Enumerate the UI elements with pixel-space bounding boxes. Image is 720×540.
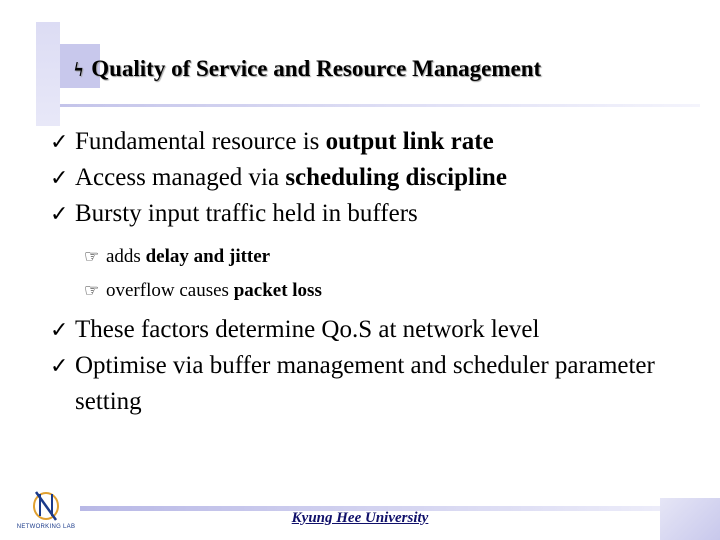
title-underline-bar [60,104,700,107]
bullet-item [50,124,690,160]
bullet-text: Access managed via [75,164,286,191]
bullet-item [50,348,690,420]
checkmark-icon: ✓ [50,317,69,342]
sub-bullet-item [84,240,690,274]
slide-title-text: Quality of Service and Resource Management [91,56,542,81]
sub-bullet-item [84,274,690,308]
checkmark-icon: ✓ [50,201,69,226]
decorative-vertical-bar [36,22,60,126]
slide-title [74,56,541,82]
footer-university: Kyung Hee University [291,510,429,526]
sub-bullet-text: adds [106,246,146,267]
pointing-hand-icon: ☞ [84,281,100,300]
checkmark-icon: ✓ [50,353,69,378]
bullet-text: Bursty input traffic held in buffers [75,200,418,227]
bullet-text: Fundamental resource is [75,128,326,155]
bullet-text-bold: output link rate [325,128,494,155]
lightning-bolt-icon: ϟ [74,59,84,81]
logo-text: NETWORKING LAB [16,524,76,530]
bullet-text: These factors determine Qo.S at network level [75,316,540,343]
sub-bullet-text: overflow causes [106,280,234,301]
pointing-hand-icon: ☞ [84,247,100,266]
checkmark-icon: ✓ [50,165,69,190]
bullet-text-bold: scheduling discipline [285,164,507,191]
checkmark-icon: ✓ [50,129,69,154]
bullet-item [50,160,690,196]
bullet-list [50,124,690,420]
sub-bullet-text-bold: delay and jitter [145,246,271,267]
bullet-item [50,196,690,232]
bullet-item [50,312,690,348]
bullet-text: Optimise via buffer management and scheduler parameter setting [75,352,655,415]
sub-bullet-text-bold: packet loss [233,280,322,301]
